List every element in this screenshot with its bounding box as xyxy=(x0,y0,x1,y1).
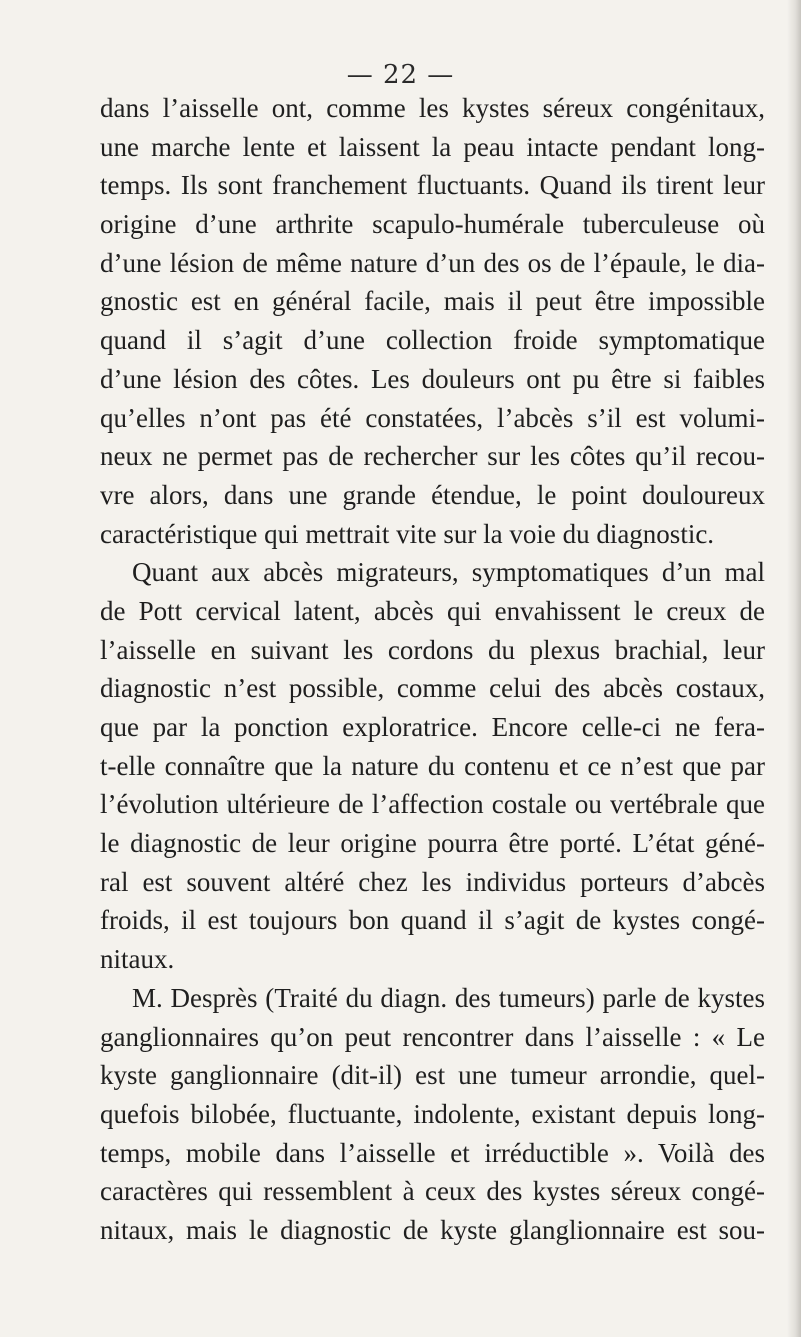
text-line: dans l’aisselle ont, comme les kystes séreux congénitaux, xyxy=(100,93,765,123)
text-line: nitaux, mais le diagnostic de kyste glanglionnaire est sou- xyxy=(100,1214,765,1245)
text-line: quand il s’agit d’une collection froide symptomatique xyxy=(100,325,765,356)
text-line: vre alors, dans une grande étendue, le point douloureux xyxy=(100,479,765,510)
text-line: Quant aux abcès migrateurs, symptomatiques d’un mal xyxy=(132,557,765,588)
text-line: caractéristique qui mettrait vite sur la voie du diagnostic. xyxy=(100,518,715,549)
page-edge-shadow xyxy=(787,0,801,1337)
text-line: caractères qui ressemblent à ceux des kystes séreux congé- xyxy=(100,1176,765,1207)
text-line: d’une lésion des côtes. Les douleurs ont pu être si faibles xyxy=(100,363,765,394)
text-line: une marche lente et laissent la peau intacte pendant long- xyxy=(100,131,765,162)
text-line: le diagnostic de leur origine pourra être porté. L’état géné- xyxy=(100,828,765,859)
text-line: que par la ponction exploratrice. Encore celle-ci ne fera- xyxy=(100,712,765,742)
text-line: qu’elles n’ont pas été constatées, l’abcès s’il est volumi- xyxy=(100,402,765,433)
text-line: de Pott cervical latent, abcès qui envahissent le creux de xyxy=(100,595,765,626)
text-line: t-elle connaître que la nature du contenu et ce n’est que par xyxy=(100,750,765,781)
body-text xyxy=(100,89,765,1250)
text-line: origine d’une arthrite scapulo-humérale tuberculeuse où xyxy=(100,209,765,240)
text-line: ral est souvent altéré chez les individus porteurs d’abcès xyxy=(100,866,765,897)
text-line: gnostic est en général facile, mais il peut être impossible xyxy=(100,286,765,317)
italic-title: Traité du diagn. des tumeurs xyxy=(274,982,586,1013)
text-fragment: ) parle de xyxy=(585,982,698,1013)
text-fragment: M. Desprès ( xyxy=(132,982,275,1013)
text-line xyxy=(100,1018,765,1057)
italic-term: ganglionnaires xyxy=(100,1021,259,1052)
text-line: kyste ganglionnaire (dit-il) est une tumeur arrondie, quel- xyxy=(100,1060,765,1091)
page-number: — 22 — xyxy=(346,60,455,90)
text-line: diagnostic n’est possible, comme celui des abcès costaux, xyxy=(100,673,765,704)
text-line: neux ne permet pas de rechercher sur les côtes qu’il recou- xyxy=(100,441,765,472)
text-line: l’aisselle en suivant les cordons du plexus brachial, leur xyxy=(100,634,765,665)
text-line: d’une lésion de même nature d’un des os de l’épaule, le dia- xyxy=(100,247,765,278)
text-line: froids, il est toujours bon quand il s’agit de kystes congé- xyxy=(100,905,765,936)
text-line: temps, mobile dans l’aisselle et irréductible ». Voilà des xyxy=(100,1137,765,1168)
text-line-despres xyxy=(100,979,765,1018)
text-line: temps. Ils sont franchement fluctuants. Quand ils tirent leur xyxy=(100,170,765,201)
text-line: nitaux. xyxy=(100,944,175,975)
text-line: quefois bilobée, fluctuante, indolente, existant depuis long- xyxy=(100,1098,765,1129)
italic-term: kystes xyxy=(697,982,766,1013)
text-line: l’évolution ultérieure de l’affection costale ou vertébrale que xyxy=(100,789,765,820)
text-fragment: qu’on peut rencontrer dans l’aisselle : « Le xyxy=(258,1021,765,1052)
